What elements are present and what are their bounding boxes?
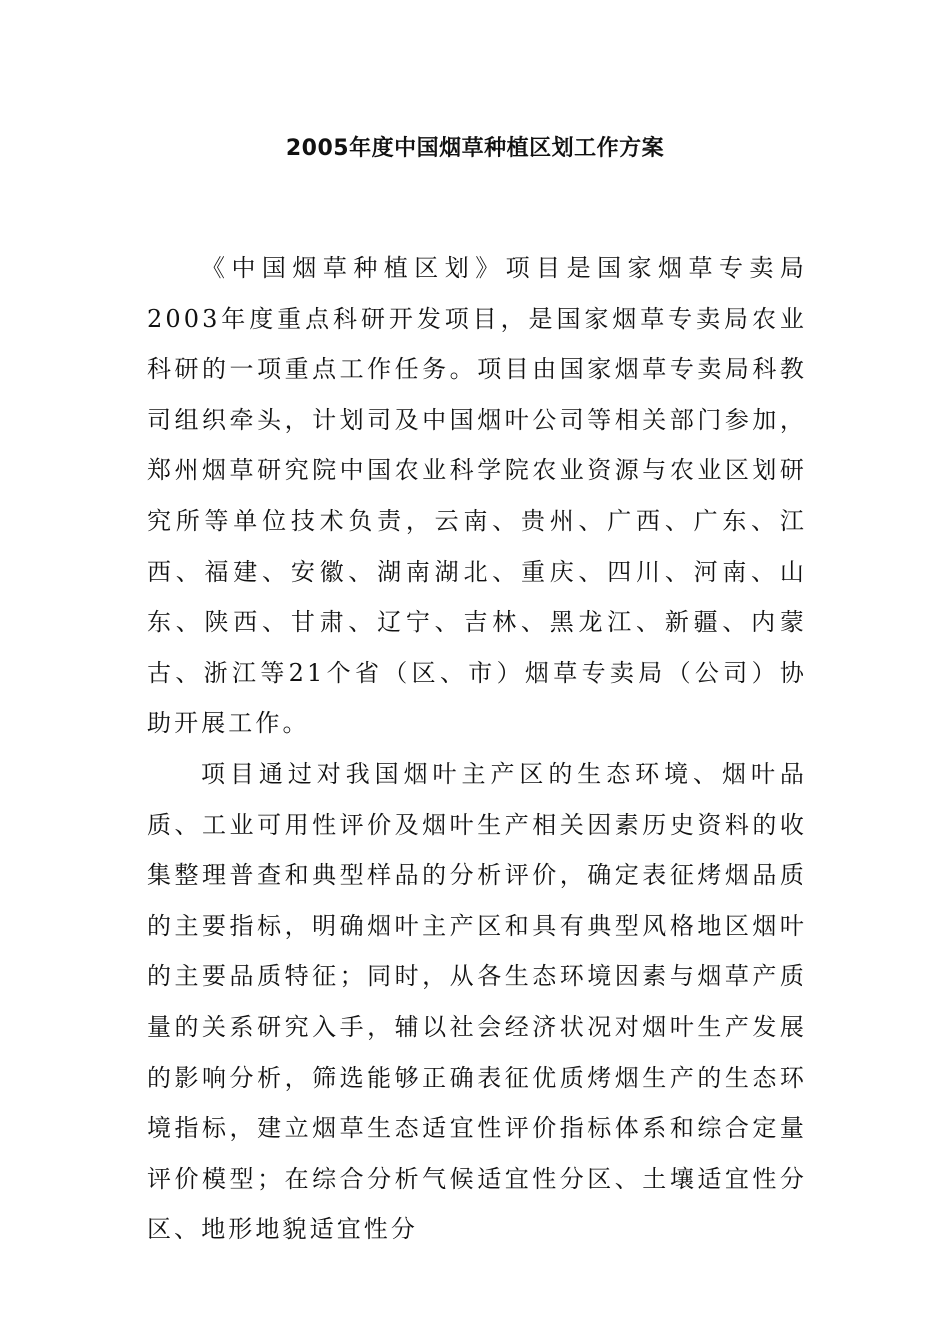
paragraph-1: 《中国烟草种植区划》项目是国家烟草专卖局2003年度重点科研开发项目，是国家烟草专卖局农业科研的一项重点工作任务。项目由国家烟草专卖局科教司组织牵头，计划司及中国烟叶公司等相关部门参加，郑州烟草研究院中国农业科学院农业资源与农业区划研究所等单位技术负责，云南、贵州、广西、广东、江西、福建、安徽、湖南湖北、重庆、四川、河南、山东、陕西、甘肃、辽宁、吉林、黑龙江、新疆、内蒙古、浙江等21个省（区、市）烟草专卖局（公司）协助开展工作。 <box>147 254 807 738</box>
document-body <box>147 243 807 1255</box>
paragraph-2: 项目通过对我国烟叶主产区的生态环境、烟叶品质、工业可用性评价及烟叶生产相关因素历史资料的收集整理普查和典型样品的分析评价，确定表征烤烟品质的主要指标，明确烟叶主产区和具有典型风格地区烟叶的主要品质特征；同时，从各生态环境因素与烟草产质量的关系研究入手，辅以社会经济状况对烟叶生产发展的影响分析，筛选能够正确表征优质烤烟生产的生态环境指标，建立烟草生态适宜性评价指标体系和综合定量评价模型；在综合分析气候适宜性分区、土壤适宜性分区、地形地貌适宜性分 <box>147 759 807 1244</box>
document-title: 2005年度中国烟草种植区划工作方案 <box>285 136 665 161</box>
